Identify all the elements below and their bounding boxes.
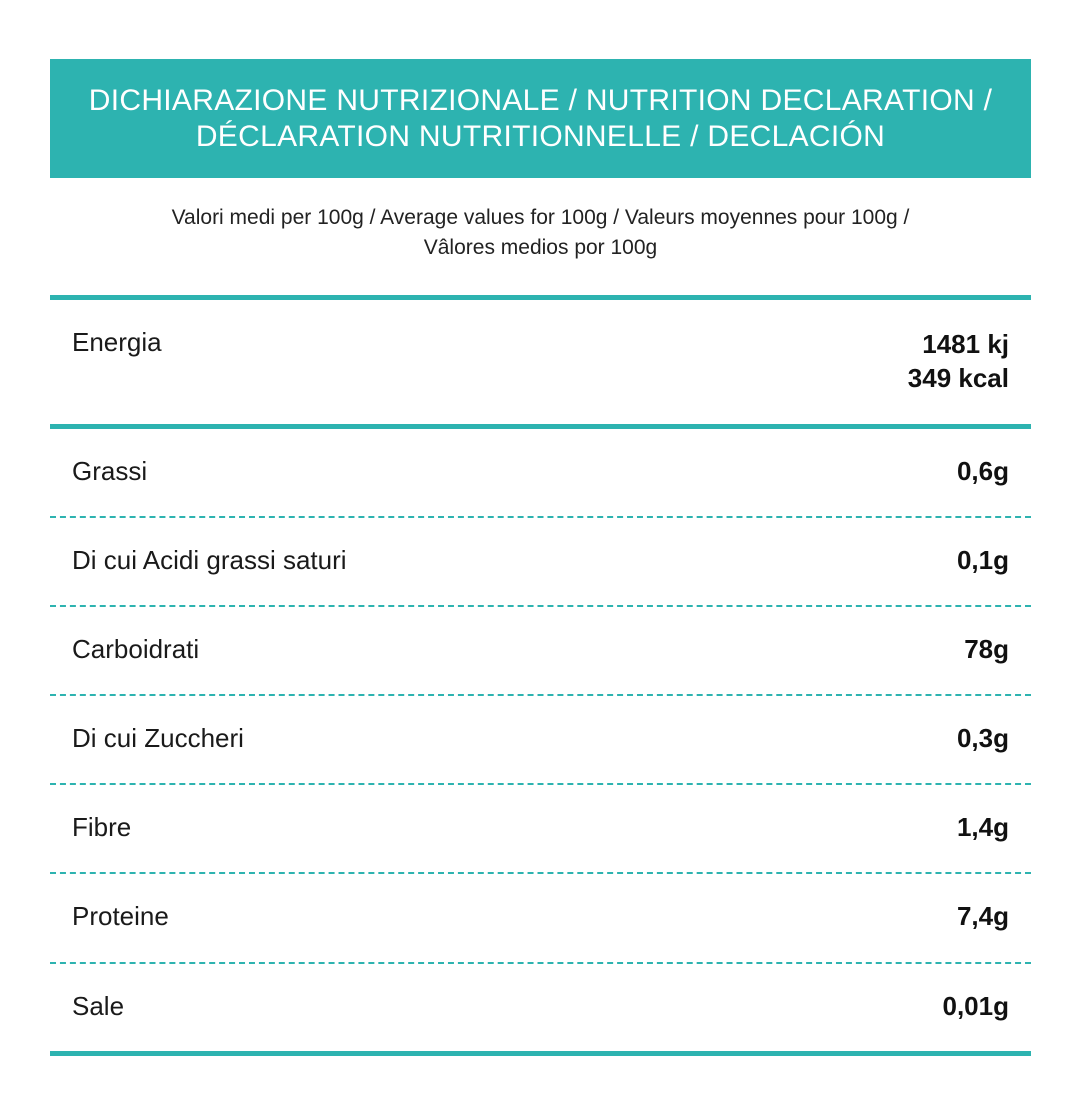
nutrient-value: 0,1g xyxy=(956,545,1009,575)
nutrient-value: 0,01g xyxy=(942,991,1009,1021)
nutrient-value: 7,4g xyxy=(956,901,1009,931)
nutrient-label: Fibre xyxy=(72,812,132,842)
row-divider xyxy=(50,872,1031,874)
row-divider xyxy=(50,783,1031,785)
nutrient-label: Grassi xyxy=(72,456,148,486)
subtitle xyxy=(50,203,1031,263)
nutrient-label: Sale xyxy=(72,991,125,1021)
energy-value xyxy=(908,327,1009,395)
bottom-divider xyxy=(50,1051,1031,1056)
nutrient-value: 0,6g xyxy=(956,456,1009,486)
nutrient-value: 78g xyxy=(964,634,1009,664)
nutrient-label: Carboidrati xyxy=(72,634,200,664)
subtitle-line-1: Valori medi per 100g / Average values for 100g / Valeurs moyennes pour 100g / xyxy=(171,206,910,229)
subtitle-line-2: Vâlores medios por 100g xyxy=(423,236,658,259)
nutrient-label: Di cui Acidi grassi saturi xyxy=(72,545,347,575)
energy-label: Energia xyxy=(72,327,162,357)
header-banner xyxy=(50,59,1031,178)
nutrient-label: Proteine xyxy=(72,901,169,931)
row-divider xyxy=(50,694,1031,696)
energy-kcal: 349 kcal xyxy=(907,363,1009,393)
energy-kj: 1481 kj xyxy=(922,329,1009,359)
row-divider xyxy=(50,962,1031,964)
nutrient-label: Di cui Zuccheri xyxy=(72,723,244,753)
row-divider xyxy=(50,605,1031,607)
top-divider xyxy=(50,295,1031,300)
nutrient-value: 0,3g xyxy=(956,723,1009,753)
row-divider xyxy=(50,516,1031,518)
energy-divider xyxy=(50,424,1031,429)
nutrient-value: 1,4g xyxy=(956,812,1009,842)
page-title: DICHIARAZIONE NUTRIZIONALE / NUTRITION DECLARATION / DÉCLARATION NUTRITIONNELLE / DECLACIÓN xyxy=(88,83,993,153)
